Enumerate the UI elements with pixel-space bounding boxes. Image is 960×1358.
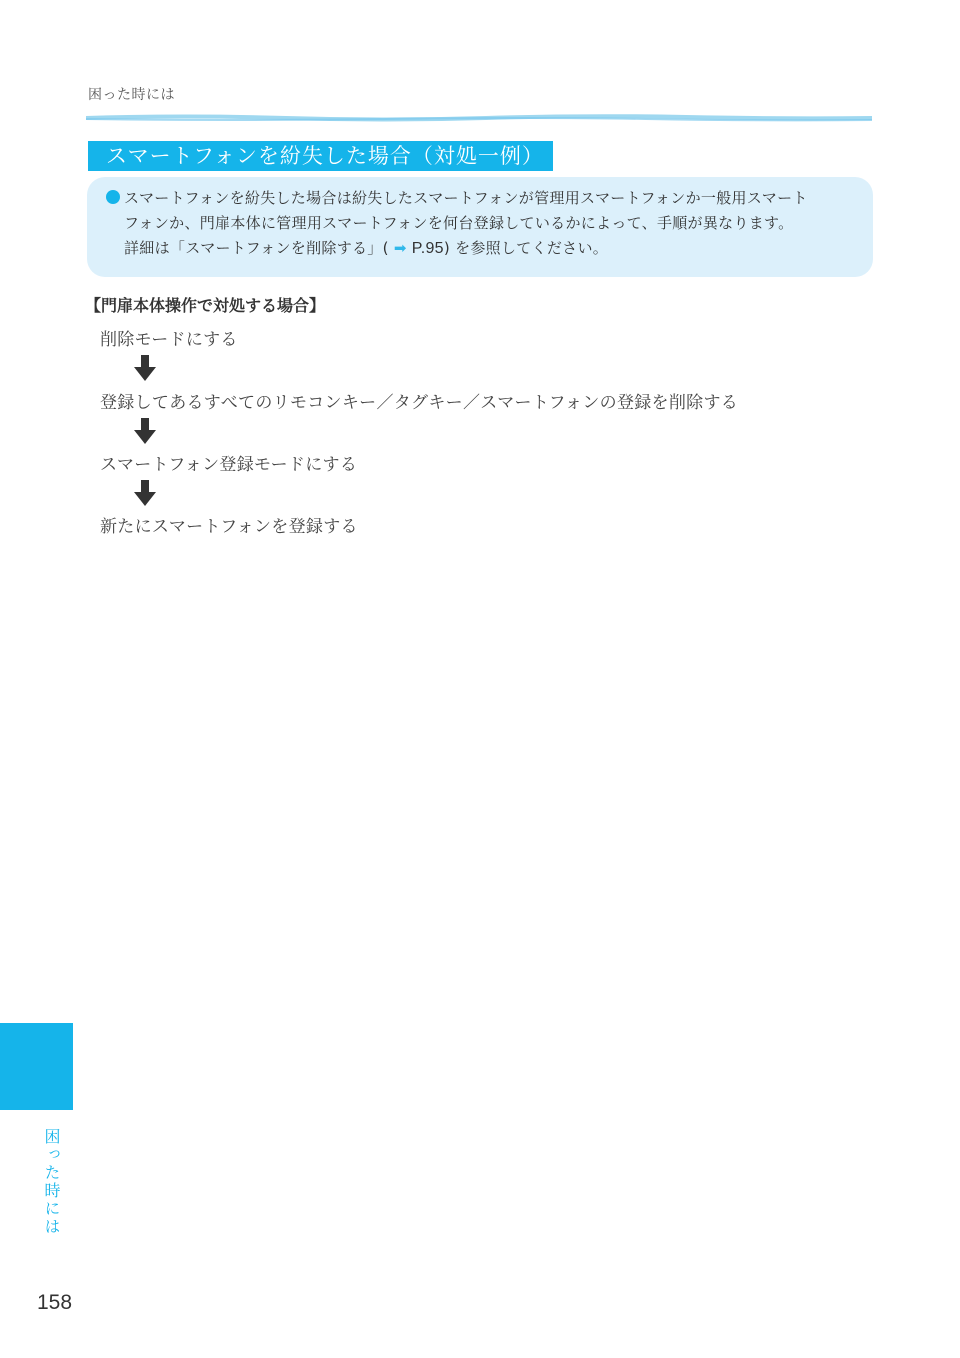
chapter-tab	[0, 1023, 73, 1110]
page-reference-link[interactable]: P.95	[411, 240, 444, 257]
procedure-step-2: 登録してあるすべてのリモコンキー／タグキー／スマートフォンの登録を削除する	[100, 393, 739, 413]
procedure-step-4: 新たにスマートフォンを登録する	[100, 517, 358, 537]
note-reference-tail: ) を参照してください。	[443, 239, 609, 257]
section-title: スマートフォンを紛失した場合（対処一例）	[88, 141, 553, 171]
procedure-step-3: スマートフォン登録モードにする	[100, 455, 358, 475]
header-section-label: 困った時には	[88, 87, 175, 103]
chapter-tab-label: 困った時には	[42, 1128, 61, 1236]
procedure-heading: 【門扉本体操作で対処する場合】	[85, 296, 326, 315]
arrow-down-icon	[134, 355, 156, 381]
note-line-3	[124, 237, 608, 258]
page-number: 158	[37, 1291, 73, 1314]
header-divider	[86, 114, 872, 122]
bullet-icon	[106, 190, 120, 204]
procedure-step-1: 削除モードにする	[100, 330, 238, 350]
note-reference-text: 詳細は「スマートフォンを削除する」(	[124, 239, 389, 257]
arrow-right-icon: ➡	[393, 239, 407, 257]
note-line-2: フォンか、門扉本体に管理用スマートフォンを何台登録しているかによって、手順が異なります。	[124, 214, 794, 232]
arrow-down-icon	[134, 480, 156, 506]
arrow-down-icon	[134, 418, 156, 444]
note-line-1: スマートフォンを紛失した場合は紛失したスマートフォンが管理用スマートフォンか一般用スマート	[124, 189, 808, 207]
